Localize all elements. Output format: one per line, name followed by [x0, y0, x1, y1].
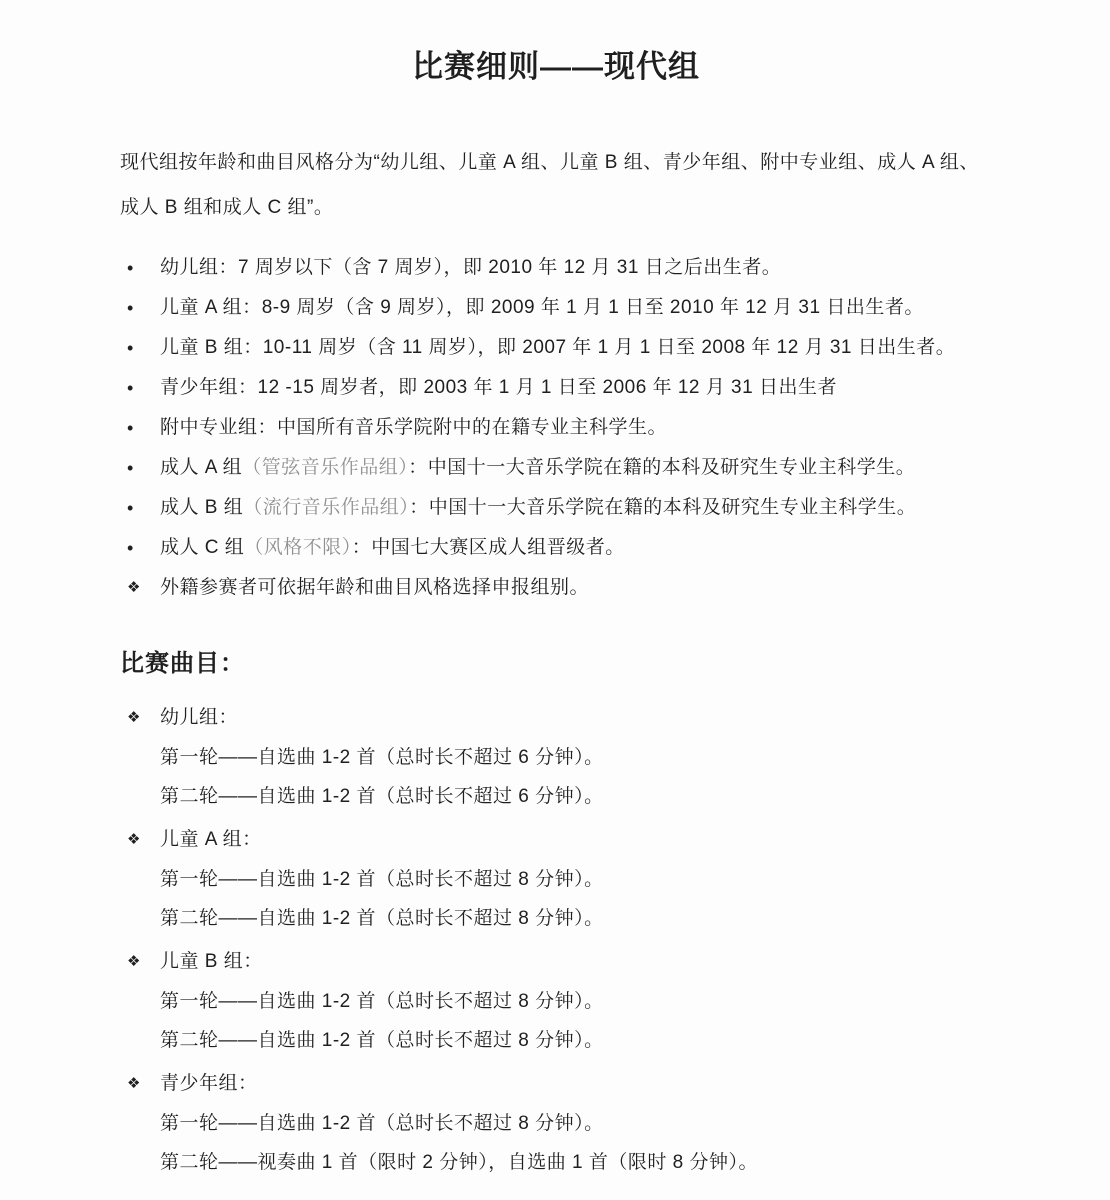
- group-desc: 7 周岁以下（含 7 周岁），即 2010 年 12 月 31 日之后出生者。: [238, 257, 782, 278]
- repertoire-group: [120, 698, 992, 816]
- repertoire-list: [120, 698, 992, 1182]
- bullet-diamond-icon: ❖: [127, 1075, 141, 1092]
- bullet-dot-icon: •: [127, 458, 134, 478]
- age-group-item: [120, 488, 992, 528]
- group-desc: 12 -15 周岁者，即 2003 年 1 月 1 日至 2006 年 12 月 31 日出生者: [257, 377, 837, 398]
- bullet-diamond-icon: ❖: [127, 953, 141, 970]
- repertoire-round-2: 第二轮——自选曲 1-2 首（总时长不超过 8 分钟）。: [160, 1030, 604, 1051]
- repertoire-round-1: 第一轮——自选曲 1-2 首（总时长不超过 8 分钟）。: [160, 991, 604, 1012]
- group-label: 幼儿组：: [160, 257, 239, 278]
- bullet-dot-icon: •: [127, 298, 134, 318]
- repertoire-group-name-row: [120, 1064, 992, 1104]
- group-desc: ：中国七大赛区成人组晋级者。: [351, 537, 625, 558]
- repertoire-group-name: 儿童 B 组：: [160, 951, 263, 972]
- repertoire-round-1: 第一轮——自选曲 1-2 首（总时长不超过 8 分钟）。: [160, 1113, 604, 1134]
- group-label: 附中专业组：: [160, 417, 278, 438]
- repertoire-group-name: 幼儿组：: [160, 707, 239, 728]
- bullet-diamond-icon: ❖: [127, 709, 141, 726]
- bullet-diamond-icon: ❖: [127, 831, 141, 848]
- group-label: 儿童 A 组：: [160, 297, 262, 318]
- foreign-note-item: [120, 568, 992, 608]
- bullet-dot-icon: •: [127, 258, 134, 278]
- repertoire-round-2: 第二轮——自选曲 1-2 首（总时长不超过 6 分钟）。: [160, 786, 604, 807]
- repertoire-group-name: 青少年组：: [160, 1073, 258, 1094]
- age-group-item: [120, 448, 992, 488]
- group-paren: （流行音乐作品组）: [243, 497, 410, 518]
- group-label: 儿童 B 组：: [160, 337, 263, 358]
- repertoire-round-2: 第二轮——视奏曲 1 首（限时 2 分钟），自选曲 1 首（限时 8 分钟）。: [160, 1152, 758, 1173]
- repertoire-round-2: 第二轮——自选曲 1-2 首（总时长不超过 8 分钟）。: [160, 908, 604, 929]
- section-title-repertoire: 比赛曲目：: [120, 650, 245, 677]
- group-label: 青少年组：: [160, 377, 258, 398]
- group-label: 成人 B 组: [160, 497, 244, 518]
- age-group-list: [120, 248, 992, 608]
- group-paren: （风格不限）: [244, 537, 352, 558]
- foreign-note-text: 外籍参赛者可依据年龄和曲目风格选择申报组别。: [160, 577, 590, 598]
- age-group-item: [120, 408, 992, 448]
- bullet-diamond-icon: ❖: [127, 579, 141, 596]
- repertoire-group-name: 儿童 A 组：: [160, 829, 262, 850]
- age-group-item: [120, 368, 992, 408]
- age-group-item: [120, 328, 992, 368]
- repertoire-group: [120, 942, 992, 1060]
- group-desc: ：中国十一大音乐学院在籍的本科及研究生专业主科学生。: [408, 457, 916, 478]
- group-label: 成人 C 组: [160, 537, 245, 558]
- group-desc: 10-11 周岁（含 11 周岁），即 2007 年 1 月 1 日至 2008 年 12 月 31 日出生者。: [262, 337, 956, 358]
- group-desc: ：中国十一大音乐学院在籍的本科及研究生专业主科学生。: [409, 497, 917, 518]
- group-desc: 8-9 周岁（含 9 周岁），即 2009 年 1 月 1 日至 2010 年 12 月 31 日出生者。: [261, 297, 924, 318]
- repertoire-group-name-row: [120, 942, 992, 982]
- bullet-dot-icon: •: [127, 418, 134, 438]
- bullet-dot-icon: •: [127, 378, 134, 398]
- repertoire-round-1: 第一轮——自选曲 1-2 首（总时长不超过 6 分钟）。: [160, 747, 604, 768]
- repertoire-round-1: 第一轮——自选曲 1-2 首（总时长不超过 8 分钟）。: [160, 869, 604, 890]
- page-title: 比赛细则——现代组: [412, 49, 700, 84]
- repertoire-group: [120, 1064, 992, 1182]
- bullet-dot-icon: •: [127, 498, 134, 518]
- bullet-dot-icon: •: [127, 338, 134, 358]
- age-group-item: [120, 528, 992, 568]
- age-group-item: [120, 248, 992, 288]
- bullet-dot-icon: •: [127, 538, 134, 558]
- age-group-item: [120, 288, 992, 328]
- group-label: 成人 A 组: [160, 457, 243, 478]
- intro-paragraph: 现代组按年龄和曲目风格分为“幼儿组、儿童 A 组、儿童 B 组、青少年组、附中专业组、成人 A 组、成人 B 组和成人 C 组”。: [120, 152, 979, 218]
- group-paren: （管弦音乐作品组）: [242, 457, 409, 478]
- repertoire-group-name-row: [120, 820, 992, 860]
- repertoire-group-name-row: [120, 698, 992, 738]
- repertoire-group: [120, 820, 992, 938]
- group-desc: 中国所有音乐学院附中的在籍专业主科学生。: [277, 417, 668, 438]
